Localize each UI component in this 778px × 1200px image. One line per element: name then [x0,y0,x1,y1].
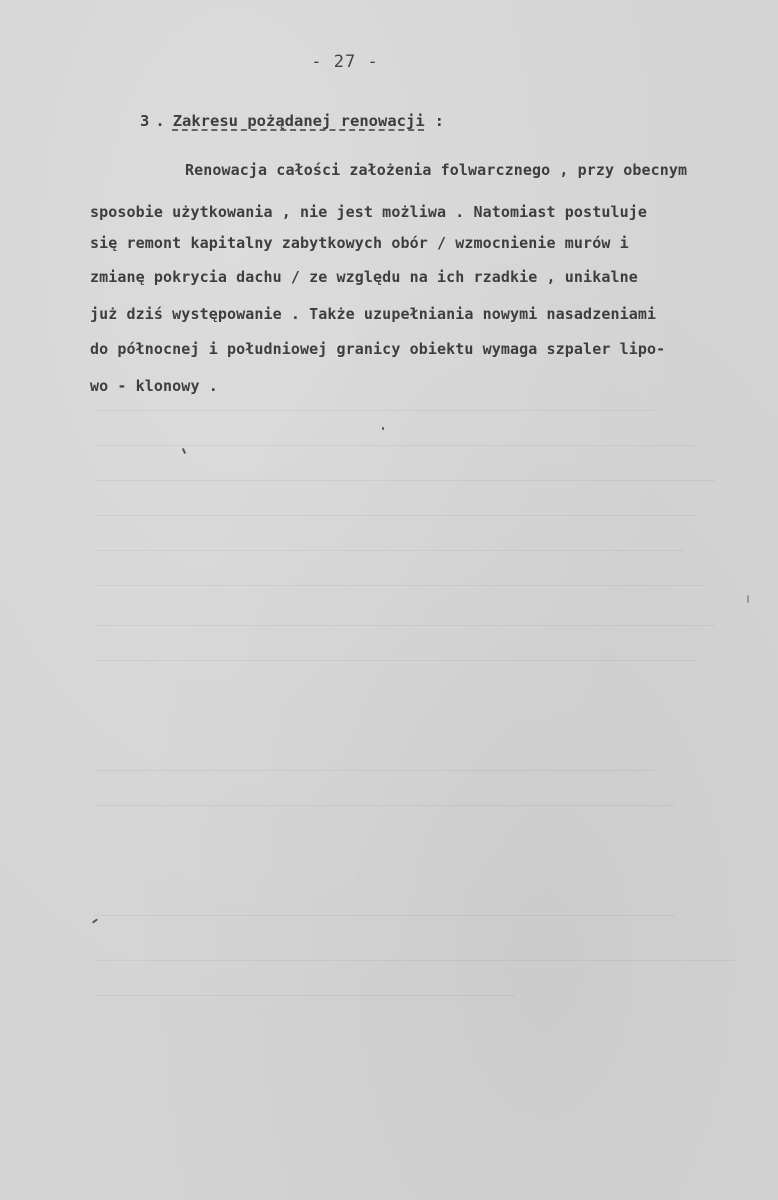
section-colon: : [434,112,444,130]
show-through-line [95,770,655,771]
paragraph-line: wo - klonowy . [90,377,218,395]
show-through-line [95,550,685,551]
paragraph-line: sposobie użytkowania , nie jest możliwa . Natomiast postuluje [90,203,647,221]
show-through-line [95,625,715,626]
show-through-line [95,445,695,446]
show-through-line [95,915,675,916]
section-heading [140,112,444,130]
paper-speck [182,448,186,454]
section-title: Zakresu pożądanej renowacji [172,112,425,130]
show-through-line [95,480,715,481]
show-through-line [95,960,735,961]
page-number: - 27 - [311,52,379,72]
paper-speck [747,595,749,603]
show-through-line [95,660,695,661]
section-number: 3 [140,112,150,130]
paragraph-line: do północnej i południowej granicy obiektu wymaga szpaler lipo- [90,340,666,358]
show-through-line [95,410,655,411]
paper-speck [382,427,384,430]
show-through-line [95,805,675,806]
paragraph-line: zmianę pokrycia dachu / ze względu na ich rzadkie , unikalne [90,268,638,286]
paragraph-line: Renowacja całości założenia folwarcznego , przy obecnym [185,161,688,179]
paper-speck [92,918,98,923]
show-through-line [95,515,695,516]
show-through-line [95,995,515,996]
paragraph-line: już dziś występowanie . Także uzupełniania nowymi nasadzeniami [90,305,657,323]
show-through-line [95,585,705,586]
section-separator: . [155,112,165,130]
paragraph-line: się remont kapitalny zabytkowych obór / wzmocnienie murów i [90,234,629,252]
